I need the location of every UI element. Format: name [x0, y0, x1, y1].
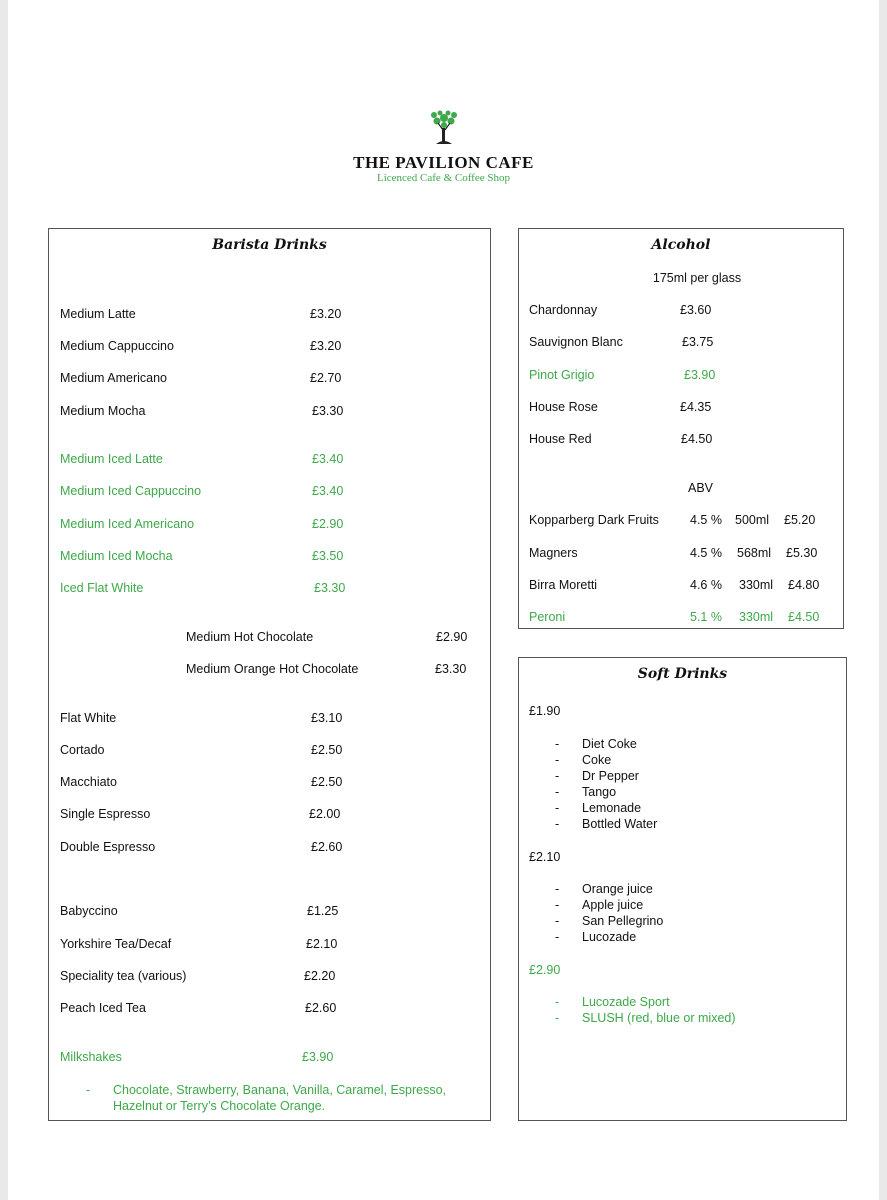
menu-item-name: Medium Iced Cappuccino: [60, 484, 202, 498]
menu-item-name: Single Espresso: [60, 807, 151, 821]
beer-abv: 4.5 %: [690, 513, 722, 527]
beer-size: 568ml: [737, 546, 772, 560]
beer-name: Magners: [529, 546, 578, 560]
menu-item-price: £3.30: [435, 662, 467, 676]
abv-header: ABV: [688, 481, 714, 495]
bullet-dash: -: [555, 898, 560, 912]
beer-price: £5.20: [784, 513, 816, 527]
beer-price: £4.50: [788, 610, 820, 624]
bullet-dash: -: [555, 737, 560, 751]
bullet-dash: -: [555, 801, 560, 815]
menu-item-price: £2.50: [311, 743, 343, 757]
soft-drinks-panel: [518, 657, 847, 1121]
alcohol-title: Alcohol: [651, 237, 711, 253]
menu-item-price: £3.40: [312, 484, 344, 498]
menu-item-name: Double Espresso: [60, 840, 156, 854]
menu-item-name: Macchiato: [60, 775, 117, 789]
menu-item-name: Milkshakes: [60, 1050, 122, 1064]
bullet-dash: -: [86, 1083, 91, 1097]
menu-item-name: Iced Flat White: [60, 581, 144, 595]
menu-item-name: Yorkshire Tea/Decaf: [60, 937, 172, 951]
menu-item-price: £2.60: [305, 1001, 337, 1015]
menu-item-price: £3.30: [312, 404, 344, 418]
menu-item-name: Medium Cappuccino: [60, 339, 174, 353]
beer-size: 330ml: [739, 610, 774, 624]
bullet-dash: -: [555, 882, 560, 896]
alcohol-panel: [518, 228, 844, 629]
tier-price: £2.90: [529, 963, 561, 977]
wine-name: Chardonnay: [529, 303, 598, 317]
soft-drink-item: Coke: [582, 753, 612, 767]
soft-drink-item: Diet Coke: [582, 737, 637, 751]
menu-item-name: Speciality tea (various): [60, 969, 187, 983]
menu-item-name: Medium Iced Latte: [60, 452, 163, 466]
soft-drink-item: Orange juice: [582, 882, 653, 896]
beer-price: £4.80: [788, 578, 820, 592]
bullet-dash: -: [555, 769, 560, 783]
soft-drink-item: SLUSH (red, blue or mixed): [582, 1011, 736, 1025]
menu-item-price: £3.20: [310, 307, 342, 321]
soft-drink-item: Dr Pepper: [582, 769, 639, 783]
tree-icon: [426, 108, 462, 148]
logo: [0, 108, 887, 153]
bullet-dash: -: [555, 914, 560, 928]
menu-item-price: £3.10: [311, 711, 343, 725]
soft-drink-item: Apple juice: [582, 898, 644, 912]
menu-item-price: £2.90: [436, 630, 468, 644]
milkshake-flavours: Chocolate, Strawberry, Banana, Vanilla, Caramel, Espresso,: [113, 1083, 447, 1097]
brand-tagline: Licenced Cafe & Coffee Shop: [377, 172, 510, 184]
beer-size: 500ml: [735, 513, 770, 527]
wine-name: Sauvignon Blanc: [529, 335, 623, 349]
bullet-dash: -: [555, 785, 560, 799]
menu-item-name: Medium Americano: [60, 371, 167, 385]
beer-name: Birra Moretti: [529, 578, 598, 592]
soft-drinks-title: Soft Drinks: [637, 666, 728, 682]
menu-item-price: £2.90: [312, 517, 344, 531]
menu-item-price: £2.50: [311, 775, 343, 789]
menu-item-name: Babyccino: [60, 904, 118, 918]
soft-drink-item: Lucozade Sport: [582, 995, 670, 1009]
menu-item-price: £2.20: [304, 969, 336, 983]
barista-drinks-panel: [48, 228, 491, 1121]
bullet-dash: -: [555, 930, 560, 944]
menu-item-name: Cortado: [60, 743, 105, 757]
menu-item-price: £3.30: [314, 581, 346, 595]
menu-item-price: £2.00: [309, 807, 341, 821]
barista-title: Barista Drinks: [212, 237, 327, 253]
beer-name: Kopparberg Dark Fruits: [529, 513, 659, 527]
wine-price: £4.35: [680, 400, 712, 414]
beer-abv: 5.1 %: [690, 610, 722, 624]
tier-price: £1.90: [529, 704, 561, 718]
wine-price: £3.75: [682, 335, 714, 349]
wine-name: House Rose: [529, 400, 598, 414]
menu-item-name: Medium Mocha: [60, 404, 146, 418]
soft-drink-item: Tango: [582, 785, 617, 799]
bullet-dash: -: [555, 753, 560, 767]
wine-name: Pinot Grigio: [529, 368, 595, 382]
menu-item-price: £3.50: [312, 549, 344, 563]
menu-item-price: £1.25: [307, 904, 339, 918]
beer-abv: 4.5 %: [690, 546, 722, 560]
menu-item-price: £2.70: [310, 371, 342, 385]
menu-item-name: Medium Orange Hot Chocolate: [186, 662, 359, 676]
beer-name: Peroni: [529, 610, 566, 624]
soft-drink-item: Lemonade: [582, 801, 642, 815]
soft-drink-item: Bottled Water: [582, 817, 658, 831]
wine-price: £3.90: [684, 368, 716, 382]
wine-price: £3.60: [680, 303, 712, 317]
beer-price: £5.30: [786, 546, 818, 560]
brand-name: THE PAVILION CAFE: [353, 153, 534, 172]
menu-item-price: £3.90: [302, 1050, 334, 1064]
menu-item-name: Medium Iced Americano: [60, 517, 195, 531]
tier-price: £2.10: [529, 850, 561, 864]
menu-item-price: £3.20: [310, 339, 342, 353]
menu-item-name: Medium Hot Chocolate: [186, 630, 314, 644]
wine-name: House Red: [529, 432, 592, 446]
milkshake-flavours: Hazelnut or Terry’s Chocolate Orange.: [113, 1099, 326, 1113]
menu-item-name: Peach Iced Tea: [60, 1001, 146, 1015]
menu-item-price: £2.10: [306, 937, 338, 951]
soft-drink-item: Lucozade: [582, 930, 637, 944]
bullet-dash: -: [555, 817, 560, 831]
bullet-dash: -: [555, 1011, 560, 1025]
soft-drink-item: San Pellegrino: [582, 914, 664, 928]
bullet-dash: -: [555, 995, 560, 1009]
menu-item-name: Medium Latte: [60, 307, 136, 321]
beer-abv: 4.6 %: [690, 578, 722, 592]
wine-price: £4.50: [681, 432, 713, 446]
menu-item-name: Flat White: [60, 711, 117, 725]
menu-item-price: £3.40: [312, 452, 344, 466]
beer-size: 330ml: [739, 578, 774, 592]
menu-item-price: £2.60: [311, 840, 343, 854]
menu-item-name: Medium Iced Mocha: [60, 549, 173, 563]
glass-size-note: 175ml per glass: [652, 271, 742, 285]
